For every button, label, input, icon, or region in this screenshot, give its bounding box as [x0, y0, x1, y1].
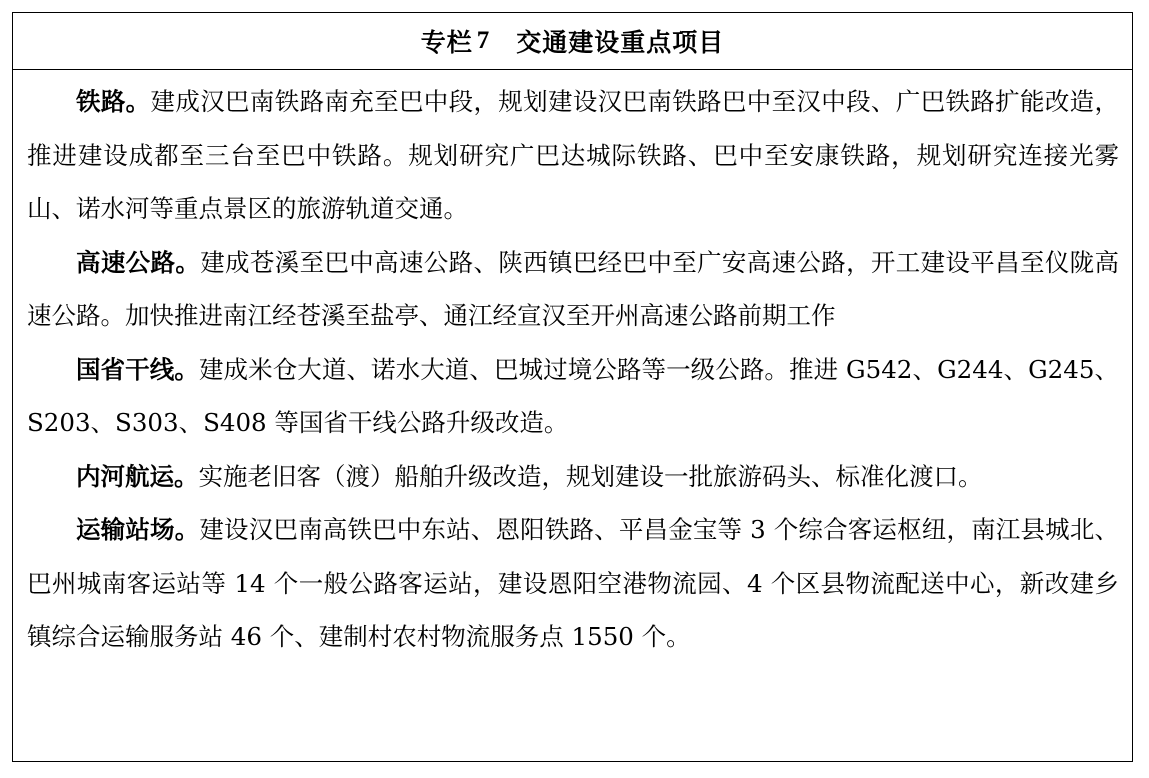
- term-transport-station: 运输站场。: [76, 515, 200, 544]
- project-column-box: [12, 12, 1133, 762]
- body-transport-station: 建设汉巴南高铁巴中东站、恩阳铁路、平昌金宝等 3 个综合客运枢纽，南江县城北、巴州城南客运站等 14 个一般公路客运站，建设恩阳空港物流园、4 个区县物流配送中心，新改建乡镇综合运输服务站 46 个、建制村农村物流服务点 1550 个。: [27, 515, 1119, 651]
- column-content: [27, 75, 1119, 664]
- body-inland-waterway: 实施老旧客（渡）船舶升级改造，规划建设一批旅游码头、标准化渡口。: [198, 461, 983, 491]
- term-expressway: 高速公路。: [76, 247, 201, 277]
- body-railway: 建成汉巴南铁路南充至巴中段，规划建设汉巴南铁路巴中至汉中段、广巴铁路扩能改造，推进建设成都至三台至巴中铁路。规划研究广巴达城际铁路、巴中至安康铁路，规划研究连接光雾山、诺水河等重点景区的旅游轨道交通。: [27, 87, 1120, 223]
- paragraph-transport-station: [27, 503, 1119, 664]
- paragraph-inland-waterway: [27, 450, 1119, 504]
- column-label: 专栏: [420, 28, 473, 57]
- term-inland-waterway: 内河航运。: [76, 461, 199, 491]
- term-railway: 铁路。: [76, 87, 151, 116]
- column-title: 交通建设重点项目: [516, 28, 725, 57]
- column-number: 7: [476, 27, 491, 54]
- paragraph-railway: [27, 75, 1119, 236]
- paragraph-trunk-road: [27, 343, 1119, 450]
- column-header: [13, 13, 1132, 70]
- term-trunk-road: 国省干线。: [76, 354, 199, 384]
- body-trunk-road: 建成米仓大道、诺水大道、巴城过境公路等一级公路。推进 G542、G244、G245、S203、S303、S408 等国省干线公路升级改造。: [27, 354, 1119, 437]
- paragraph-expressway: [27, 236, 1119, 343]
- body-expressway: 建成苍溪至巴中高速公路、陕西镇巴经巴中至广安高速公路，开工建设平昌至仪陇高速公路。加快推进南江经苍溪至盐亭、通江经宣汉至开州高速公路前期工作: [27, 247, 1120, 330]
